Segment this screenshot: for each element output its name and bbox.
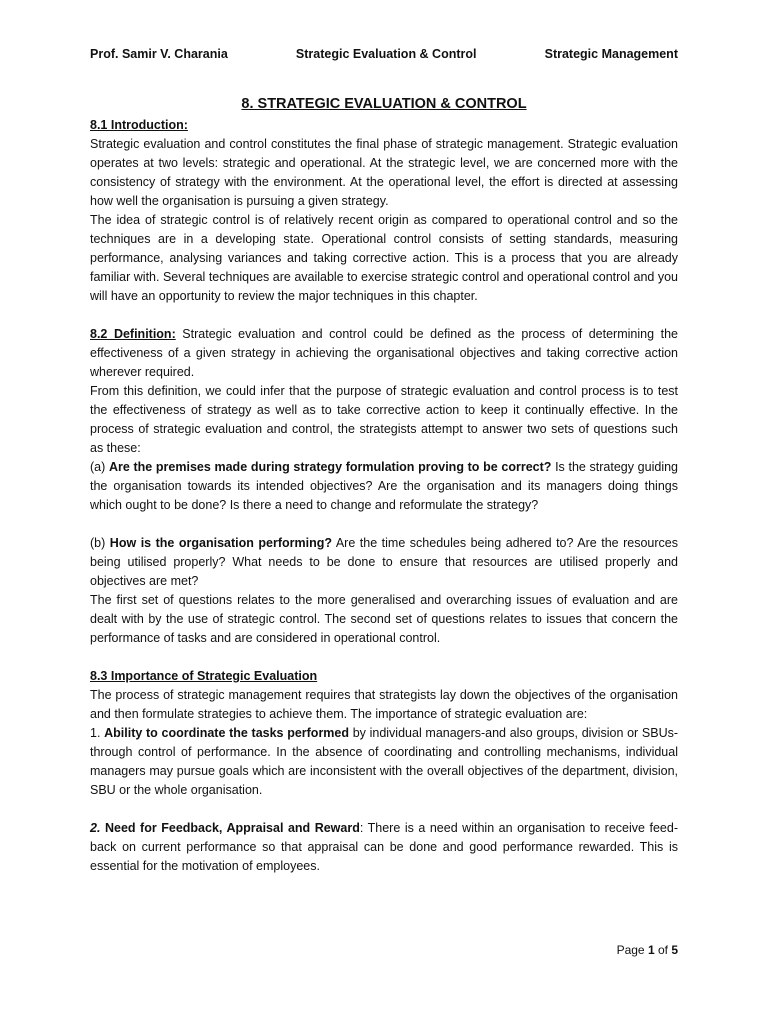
page-total: 5 [671, 943, 678, 957]
definition-inference: From this definition, we could infer that the purpose of strategic evaluation and control process is to test the effectiveness of strategy as well as to take corrective action to keep it continually effective. In the process of strategic evaluation and control, the strategists attempt to answer two sets of questions such as these: [90, 384, 678, 455]
section-8-2-heading: 8.2 Definition: [90, 327, 176, 341]
question-a-bold: Are the premises made during strategy formulation proving to be correct? [108, 460, 552, 474]
importance-intro: The process of strategic management requires that strategists lay down the objectives of the organisation and then formulate strategies to achieve them. The importance of strategic evaluation are: [90, 688, 678, 721]
question-set-a: (a) Are the premises made during strategy formulation proving to be correct? Is the strategy guiding the organisation towards its intended objectives? Are the organisation and its managers doing things which ought to be done? Is there a need to change and reformulate the strategy? [90, 460, 679, 512]
section-8-1-heading: 8.1 Introduction: [90, 118, 188, 132]
header-subject: Strategic Management [544, 47, 678, 61]
question-b-bold: How is the organisation performing? [109, 536, 333, 550]
page-number: 1 [647, 943, 655, 957]
definition-text: Strategic evaluation and control could be defined as the process of determining the effectiveness of a given strategy in achieving the organisational objectives and taking corrective action wherever required. [90, 327, 678, 379]
chapter-title: 8. STRATEGIC EVALUATION & CONTROL [241, 96, 527, 112]
page-footer: Page 1 of 5 [616, 943, 678, 957]
page-header [90, 47, 678, 61]
header-author: Prof. Samir V. Charania [90, 47, 228, 61]
question-sets-summary: The first set of questions relates to the more generalised and overarching issues of evaluation and are dealt with by the use of strategic control. The second set of questions relates to issues that concern the performance of tasks and are considered in operational control. [90, 593, 678, 645]
intro-paragraph-2: The idea of strategic control is of relatively recent origin as compared to operational control and so the techniques are in a developing state. Operational control consists of setting standards, measuring performance, analysing variances and taking corrective action. This is a process that you are already familiar with. Several techniques are available to exercise strategic control and operational control and you will have an opportunity to review the major techniques in this chapter. [90, 213, 678, 303]
intro-paragraph-1: Strategic evaluation and control constitutes the final phase of strategic management. Strategic evaluation operates at two levels: strategic and operational. At the strategic level, we are concerned more with the consistency of strategy with the environment. At the operational level, the effort is directed at assessing how well the organisation is pursuing a given strategy. [90, 137, 678, 208]
section-8-3-heading: 8.3 Importance of Strategic Evaluation [90, 669, 318, 683]
question-set-b: (b) How is the organisation performing? Are the time schedules being adhered to? Are the resources being utilised properly? What needs to be done to ensure that resources are utilised properly and objectives are met? [90, 536, 678, 588]
document-body [90, 116, 678, 876]
importance-item-2: 2. Need for Feedback, Appraisal and Reward: There is a need within an organisation to receive feed- back on current performance so that appraisal can be done and good performance rewarded. This is essential for the motivation of employees. [90, 821, 678, 873]
header-topic: Strategic Evaluation & Control [295, 47, 477, 61]
definition-paragraph [90, 325, 678, 382]
importance-item-1: 1. Ability to coordinate the tasks performed by individual managers-and also groups, division or SBUs-through control of performance. In the absence of coordinating and controlling mechanisms, individual managers may pursue goals which are inconsistent with the overall objectives of the department, division, SBU or the whole organisation. [90, 726, 679, 797]
